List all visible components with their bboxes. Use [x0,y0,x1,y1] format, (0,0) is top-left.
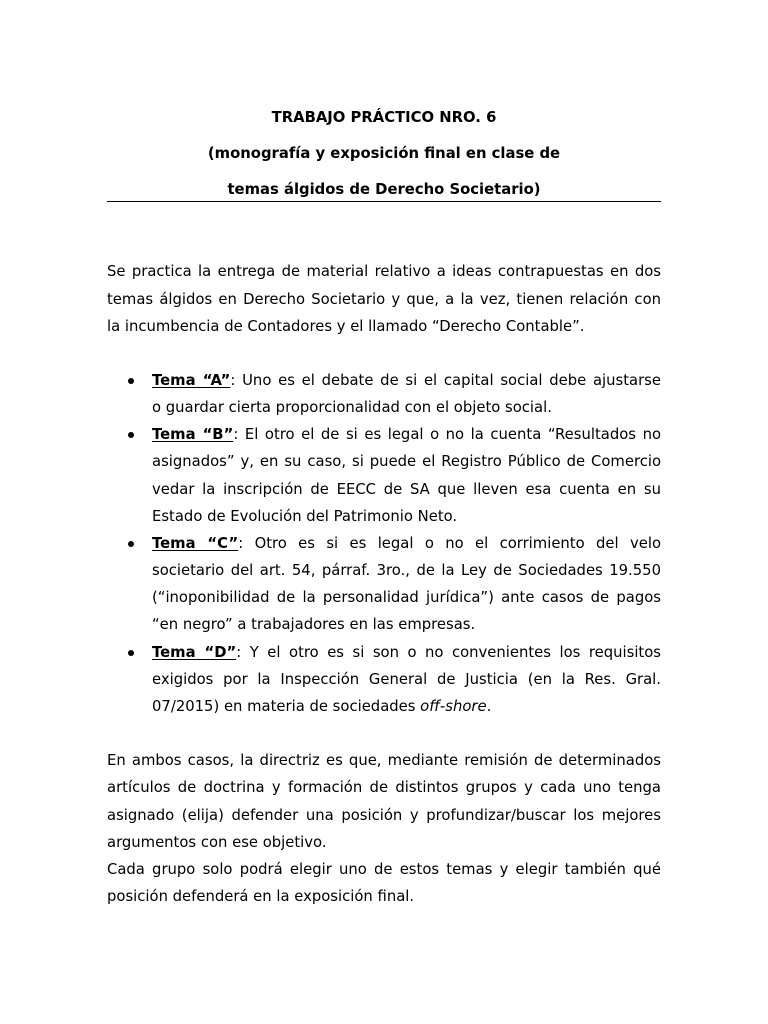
topic-text: : Otro es si es legal o no el corrimiento del velo [238,534,661,552]
bullet-icon [128,432,134,438]
topic-line: (“inoponibilidad de la personalidad jurídica”) ante casos de pagos [152,589,661,607]
title-line: (monografía y exposición final en clase de [207,145,561,162]
topic-label: Tema “A” [152,372,231,390]
bullet-icon [128,378,134,384]
intro-paragraph [107,258,661,339]
topic-label: Tema “D” [152,643,237,661]
paragraph-line: argumentos con ese objetivo. [107,833,327,851]
paragraph-line: En ambos casos, la directriz es que, mediante remisión de determinados [107,752,661,770]
paragraph-line: artículos de doctrina y formación de distintos grupos y cada uno tenga [107,779,661,797]
document-body [107,258,661,910]
document-title [107,100,661,208]
paragraph-line: asignado (elija) defender una posición y profundizar/buscar los mejores [107,806,661,824]
topic-item-b [107,421,661,530]
topic-line: o guardar cierta proporcionalidad con el objeto social. [152,399,552,417]
bullet-icon [128,541,134,547]
italic-term: off-shore [420,697,487,715]
topic-line: societario del art. 54, párraf. 3ro., de la Ley de Sociedades 19.550 [152,562,661,580]
topic-item-c [107,530,661,639]
topic-list [107,367,661,720]
paragraph-line: temas álgidos en Derecho Societario y que, a la vez, tienen relación con [107,290,661,308]
bullet-icon [128,650,134,656]
topic-line: Estado de Evolución del Patrimonio Neto. [152,507,458,525]
topic-line: exigidos por la Inspección General de Justicia (en la Res. Gral. [152,670,661,688]
paragraph-line: Se practica la entrega de material relativo a ideas contrapuestas en dos [107,263,661,281]
title-divider-rule [107,201,661,202]
paragraph-line: posición defenderá en la exposición final. [107,887,415,905]
topic-item-d [107,639,661,720]
topic-line [152,530,661,557]
topic-line [152,367,661,394]
topic-line [152,421,661,448]
topic-line: asignados” y, en su caso, si puede el Registro Público de Comercio [152,453,661,471]
topic-line [152,639,661,666]
closing-paragraph [107,856,661,910]
topic-line: “en negro” a trabajadores en las empresas. [152,616,476,634]
topic-item-a [107,367,661,421]
topic-text: : Uno es el debate de si el capital social debe ajustarse [230,372,661,390]
paragraph-line: la incumbencia de Contadores y el llamado “Derecho Contable”. [107,317,585,335]
topic-text: : El otro el de si es legal o no la cuenta “Resultados no [233,426,661,444]
topic-label: Tema “C” [152,534,239,552]
title-line: temas álgidos de Derecho Societario) [227,181,541,198]
topic-text: : Y el otro es si son o no convenientes los requisitos [236,643,662,661]
title-line: TRABAJO PRÁCTICO NRO. 6 [271,109,497,126]
topic-line [152,693,661,720]
end-punctuation: . [486,697,492,715]
topic-line: vedar la inscripción de EECC de SA que lleven esa cuenta en su [152,480,661,498]
topic-text: 07/2015) en materia de sociedades [152,697,421,715]
paragraph-line: Cada grupo solo podrá elegir uno de estos temas y elegir también qué [107,860,661,878]
closing-paragraph [107,747,661,856]
topic-label: Tema “B” [152,426,234,444]
